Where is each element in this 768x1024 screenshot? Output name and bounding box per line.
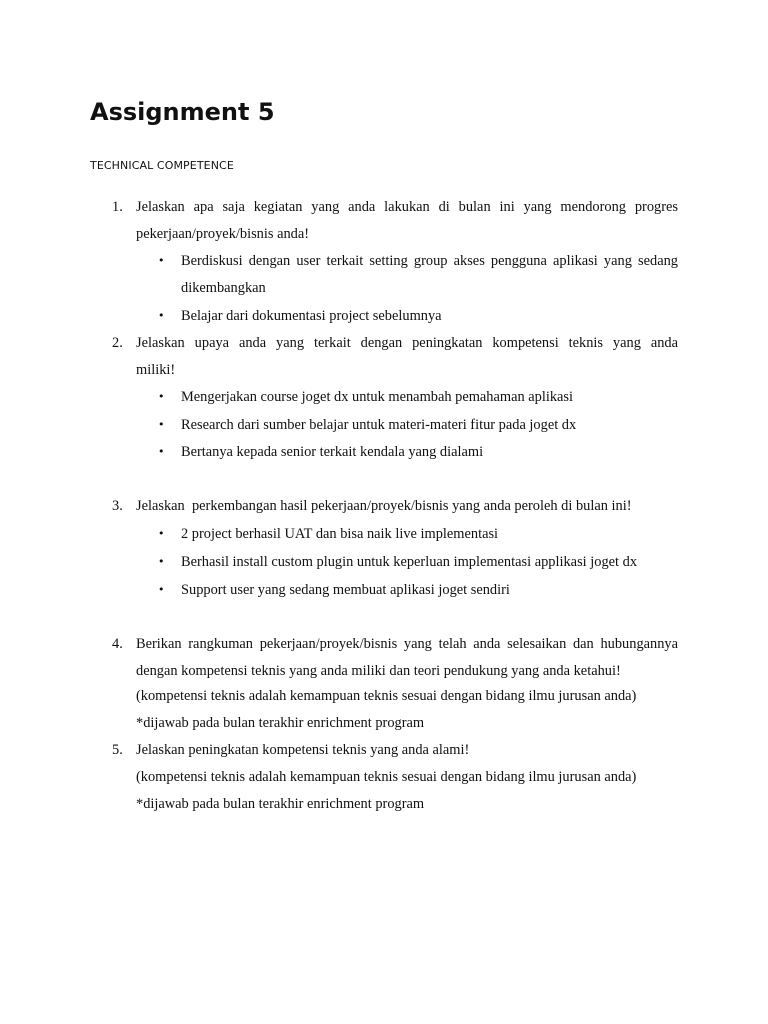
question-number: 1. [112, 199, 123, 215]
bullet-icon: • [158, 309, 165, 322]
answer-bullet-line: Mengerjakan course joget dx untuk menambah pemahaman aplikasi [181, 389, 574, 405]
bullet-icon: • [158, 445, 165, 458]
answer-bullet-line: Bertanya kepada senior terkait kendala yang dialami [181, 444, 484, 460]
question-text-line: (kompetensi teknis adalah kemampuan teknis sesuai dengan bidang ilmu jurusan anda) [136, 769, 637, 785]
question-text-line: Jelaskan perkembangan hasil pekerjaan/proyek/bisnis yang anda peroleh di bulan ini! [136, 498, 632, 514]
bullet-icon: • [158, 583, 165, 596]
answer-bullet-line: Berdiskusi dengan user terkait setting group akses pengguna aplikasi yang sedang [181, 253, 678, 269]
bullet-icon: • [158, 418, 165, 431]
page-title: Assignment 5 [90, 98, 275, 126]
question-text-line: Berikan rangkuman pekerjaan/proyek/bisnis yang telah anda selesaikan dan hubungannya [136, 636, 678, 652]
question-text-line: dengan kompetensi teknis yang anda miliki dan teori pendukung yang anda ketahui! [136, 663, 621, 679]
section-heading: TECHNICAL COMPETENCE [90, 159, 234, 172]
bullet-icon: • [158, 555, 165, 568]
answer-bullet-line: Belajar dari dokumentasi project sebelumnya [181, 308, 442, 324]
question-text-line: Jelaskan upaya anda yang terkait dengan peningkatan kompetensi teknis yang anda [136, 335, 678, 351]
question-text-line: Jelaskan apa saja kegiatan yang anda lakukan di bulan ini yang mendorong progres [136, 199, 678, 215]
question-text-line: (kompetensi teknis adalah kemampuan teknis sesuai dengan bidang ilmu jurusan anda) [136, 688, 637, 704]
answer-bullet-line: 2 project berhasil UAT dan bisa naik live implementasi [181, 526, 499, 542]
answer-bullet-line: Research dari sumber belajar untuk materi-materi fitur pada joget dx [181, 417, 577, 433]
question-number: 5. [112, 742, 123, 758]
question-text-line: *dijawab pada bulan terakhir enrichment program [136, 796, 425, 812]
bullet-icon: • [158, 254, 165, 267]
answer-bullet-line: Berhasil install custom plugin untuk keperluan implementasi applikasi joget dx [181, 554, 638, 570]
bullet-icon: • [158, 390, 165, 403]
question-text-line: Jelaskan peningkatan kompetensi teknis yang anda alami! [136, 742, 470, 758]
answer-bullet-line: dikembangkan [181, 280, 266, 296]
answer-bullet-line: Support user yang sedang membuat aplikasi joget sendiri [181, 582, 510, 598]
bullet-icon: • [158, 527, 165, 540]
question-text-line: *dijawab pada bulan terakhir enrichment program [136, 715, 425, 731]
question-text-line: pekerjaan/proyek/bisnis anda! [136, 226, 310, 242]
question-number: 2. [112, 335, 123, 351]
question-number: 3. [112, 498, 123, 514]
question-text-line: miliki! [136, 362, 176, 378]
question-number: 4. [112, 636, 123, 652]
